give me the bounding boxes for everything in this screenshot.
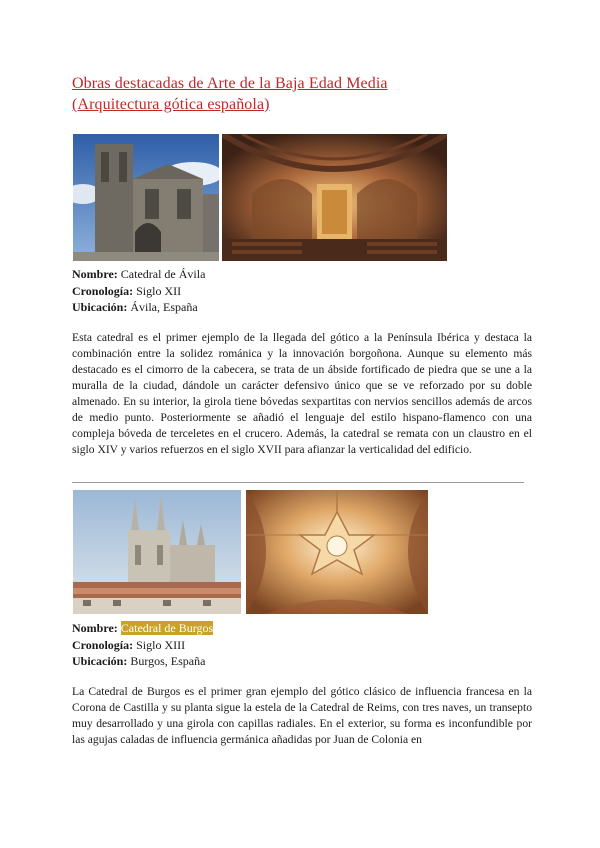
burgos-description: La Catedral de Burgos es el primer gran ejemplo del gótico clásico de influencia francesa en la Corona de Castilla y su planta sigue la estela de la Catedral de Reims, con tres naves, un transepto muy desarrollado y una girola con capillas radiales. En el exterior, su forma es inconfundible por las agujas caladas de influencia germánica añadidas por Juan de Colonia en <box>72 685 532 746</box>
avila-name-value: Catedral de Ávila <box>120 267 206 281</box>
section-divider <box>72 482 524 483</box>
burgos-location-value: Burgos, España <box>130 654 206 668</box>
burgos-chronology-value: Siglo XIII <box>136 637 186 652</box>
document-title <box>72 73 542 115</box>
burgos-location-label: Ubicación: <box>72 654 128 668</box>
burgos-vault-photo <box>246 490 428 614</box>
avila-location-value: Ávila, España <box>130 300 198 314</box>
avila-chronology-label: Cronología: <box>72 283 134 298</box>
avila-metadata <box>72 266 205 316</box>
burgos-name-row <box>72 620 213 637</box>
avila-chronology-row <box>72 283 205 300</box>
avila-chronology-value: Siglo XII <box>136 283 182 298</box>
title-line-1: Obras destacadas de Arte de la Baja Edad Media <box>72 75 388 92</box>
burgos-chronology-label: Cronología: <box>72 637 134 652</box>
avila-location-label: Ubicación: <box>72 300 128 314</box>
burgos-metadata <box>72 620 213 670</box>
burgos-chronology-row <box>72 637 213 654</box>
burgos-name-value: Catedral de Burgos <box>120 621 214 635</box>
title-line-2: (Arquitectura gótica española) <box>72 96 270 113</box>
burgos-name-label: Nombre: <box>72 621 118 635</box>
burgos-location-row <box>72 653 213 670</box>
avila-interior-photo <box>222 134 447 261</box>
avila-name-row <box>72 266 205 283</box>
avila-location-row <box>72 299 205 316</box>
avila-exterior-photo <box>73 134 219 261</box>
avila-description: Esta catedral es el primer ejemplo de la llegada del gótico a la Península Ibérica y destaca la combinación entre la solidez románica y la innovación borgoñona. Aunque su elemento más destacado es el cimorro de la cabecera, se trata de un ábside fortificado de piedra que se une a la muralla de la ciudad, dándole un carácter defensivo único que se ve reforzado por su doble almenado. En su interior, la girola tiene bóvedas sexpartitas con nervios sencillos además de arcos de medio punto. Posteriormente se añadió el lenguaje del estilo hispano-flamenco con una compleja bóveda de terceletes en el crucero. Además, la catedral se remata con un claustro en el siglo XIV y varios refuerzos en el siglo XVII para afianzar la verticalidad del edificio. <box>72 331 532 456</box>
burgos-exterior-photo <box>73 490 241 614</box>
avila-name-label: Nombre: <box>72 267 118 281</box>
